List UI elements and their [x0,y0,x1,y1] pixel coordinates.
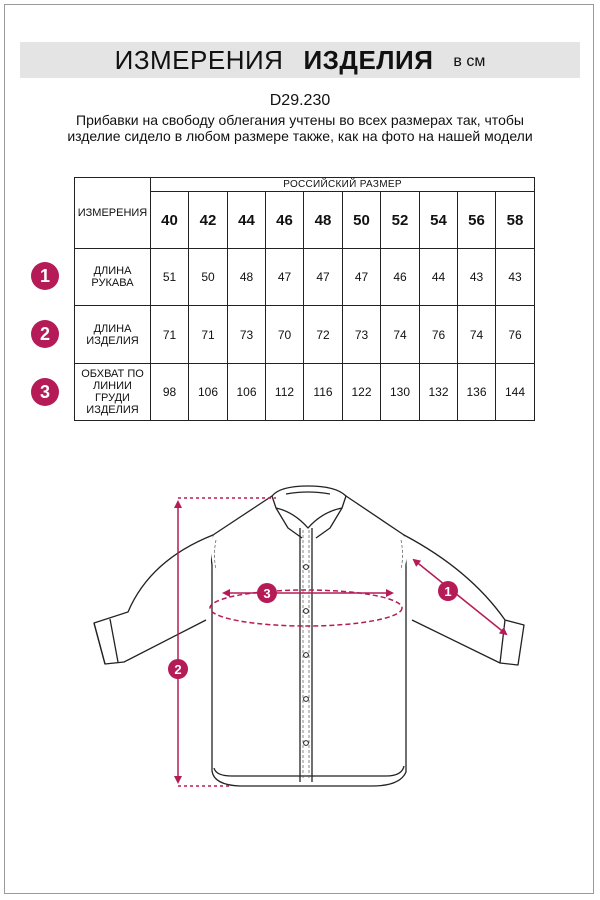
size-cell: 56 [458,192,496,249]
size-cell: 46 [266,192,304,249]
value-cell: 144 [496,364,535,421]
diagram-marker-2 [168,659,188,679]
value-cell: 44 [420,249,458,306]
value-cell: 122 [343,364,381,421]
size-cell: 54 [420,192,458,249]
value-cell: 74 [458,306,496,364]
value-cell: 47 [304,249,343,306]
diagram-marker-3 [257,583,277,603]
row-label: ДЛИНА РУКАВА [75,249,151,306]
value-cell: 72 [304,306,343,364]
value-cell: 73 [228,306,266,364]
value-cell: 46 [381,249,420,306]
size-cell: 42 [189,192,228,249]
value-cell: 74 [381,306,420,364]
row-number-badge: 2 [31,320,59,348]
value-cell: 76 [420,306,458,364]
value-cell: 106 [228,364,266,421]
row-label: ДЛИНА ИЗДЕЛИЯ [75,306,151,364]
size-cell: 48 [304,192,343,249]
fit-note: Прибавки на свободу облегания учтены во всех размерах так, чтобы изделие сидело в любом размере также, как на фото на нашей модели [67,112,533,144]
size-header: РОССИЙСКИЙ РАЗМЕР [151,178,535,192]
value-cell: 47 [343,249,381,306]
value-cell: 51 [151,249,189,306]
marker-1-label: 1 [444,584,452,599]
value-cell: 76 [496,306,535,364]
value-cell: 47 [266,249,304,306]
value-cell: 50 [189,249,228,306]
article-number: D29.230 [269,92,331,109]
value-cell: 43 [496,249,535,306]
value-cell: 132 [420,364,458,421]
row-label: ОБХВАТ ПО ЛИНИИ ГРУДИ ИЗДЕЛИЯ [75,364,151,421]
size-cell: 52 [381,192,420,249]
size-cell: 50 [343,192,381,249]
size-cell: 40 [151,192,189,249]
value-cell: 48 [228,249,266,306]
diagram-marker-1 [438,581,458,601]
value-cell: 71 [189,306,228,364]
value-cell: 43 [458,249,496,306]
value-cell: 136 [458,364,496,421]
value-cell: 116 [304,364,343,421]
value-cell: 112 [266,364,304,421]
value-cell: 98 [151,364,189,421]
marker-3-label: 3 [263,586,271,601]
size-cell: 58 [496,192,535,249]
title-measurements: ИЗМЕРЕНИЯ [114,44,284,75]
title-item: ИЗДЕЛИЯ [303,44,434,75]
title-unit: в см [453,53,486,70]
row-number-badge: 1 [31,262,59,290]
row-number-badge: 3 [31,378,59,406]
size-cell: 44 [228,192,266,249]
value-cell: 71 [151,306,189,364]
value-cell: 70 [266,306,304,364]
measure-header: ИЗМЕРЕНИЯ [75,178,151,249]
value-cell: 106 [189,364,228,421]
value-cell: 73 [343,306,381,364]
value-cell: 130 [381,364,420,421]
marker-2-label: 2 [174,662,182,677]
